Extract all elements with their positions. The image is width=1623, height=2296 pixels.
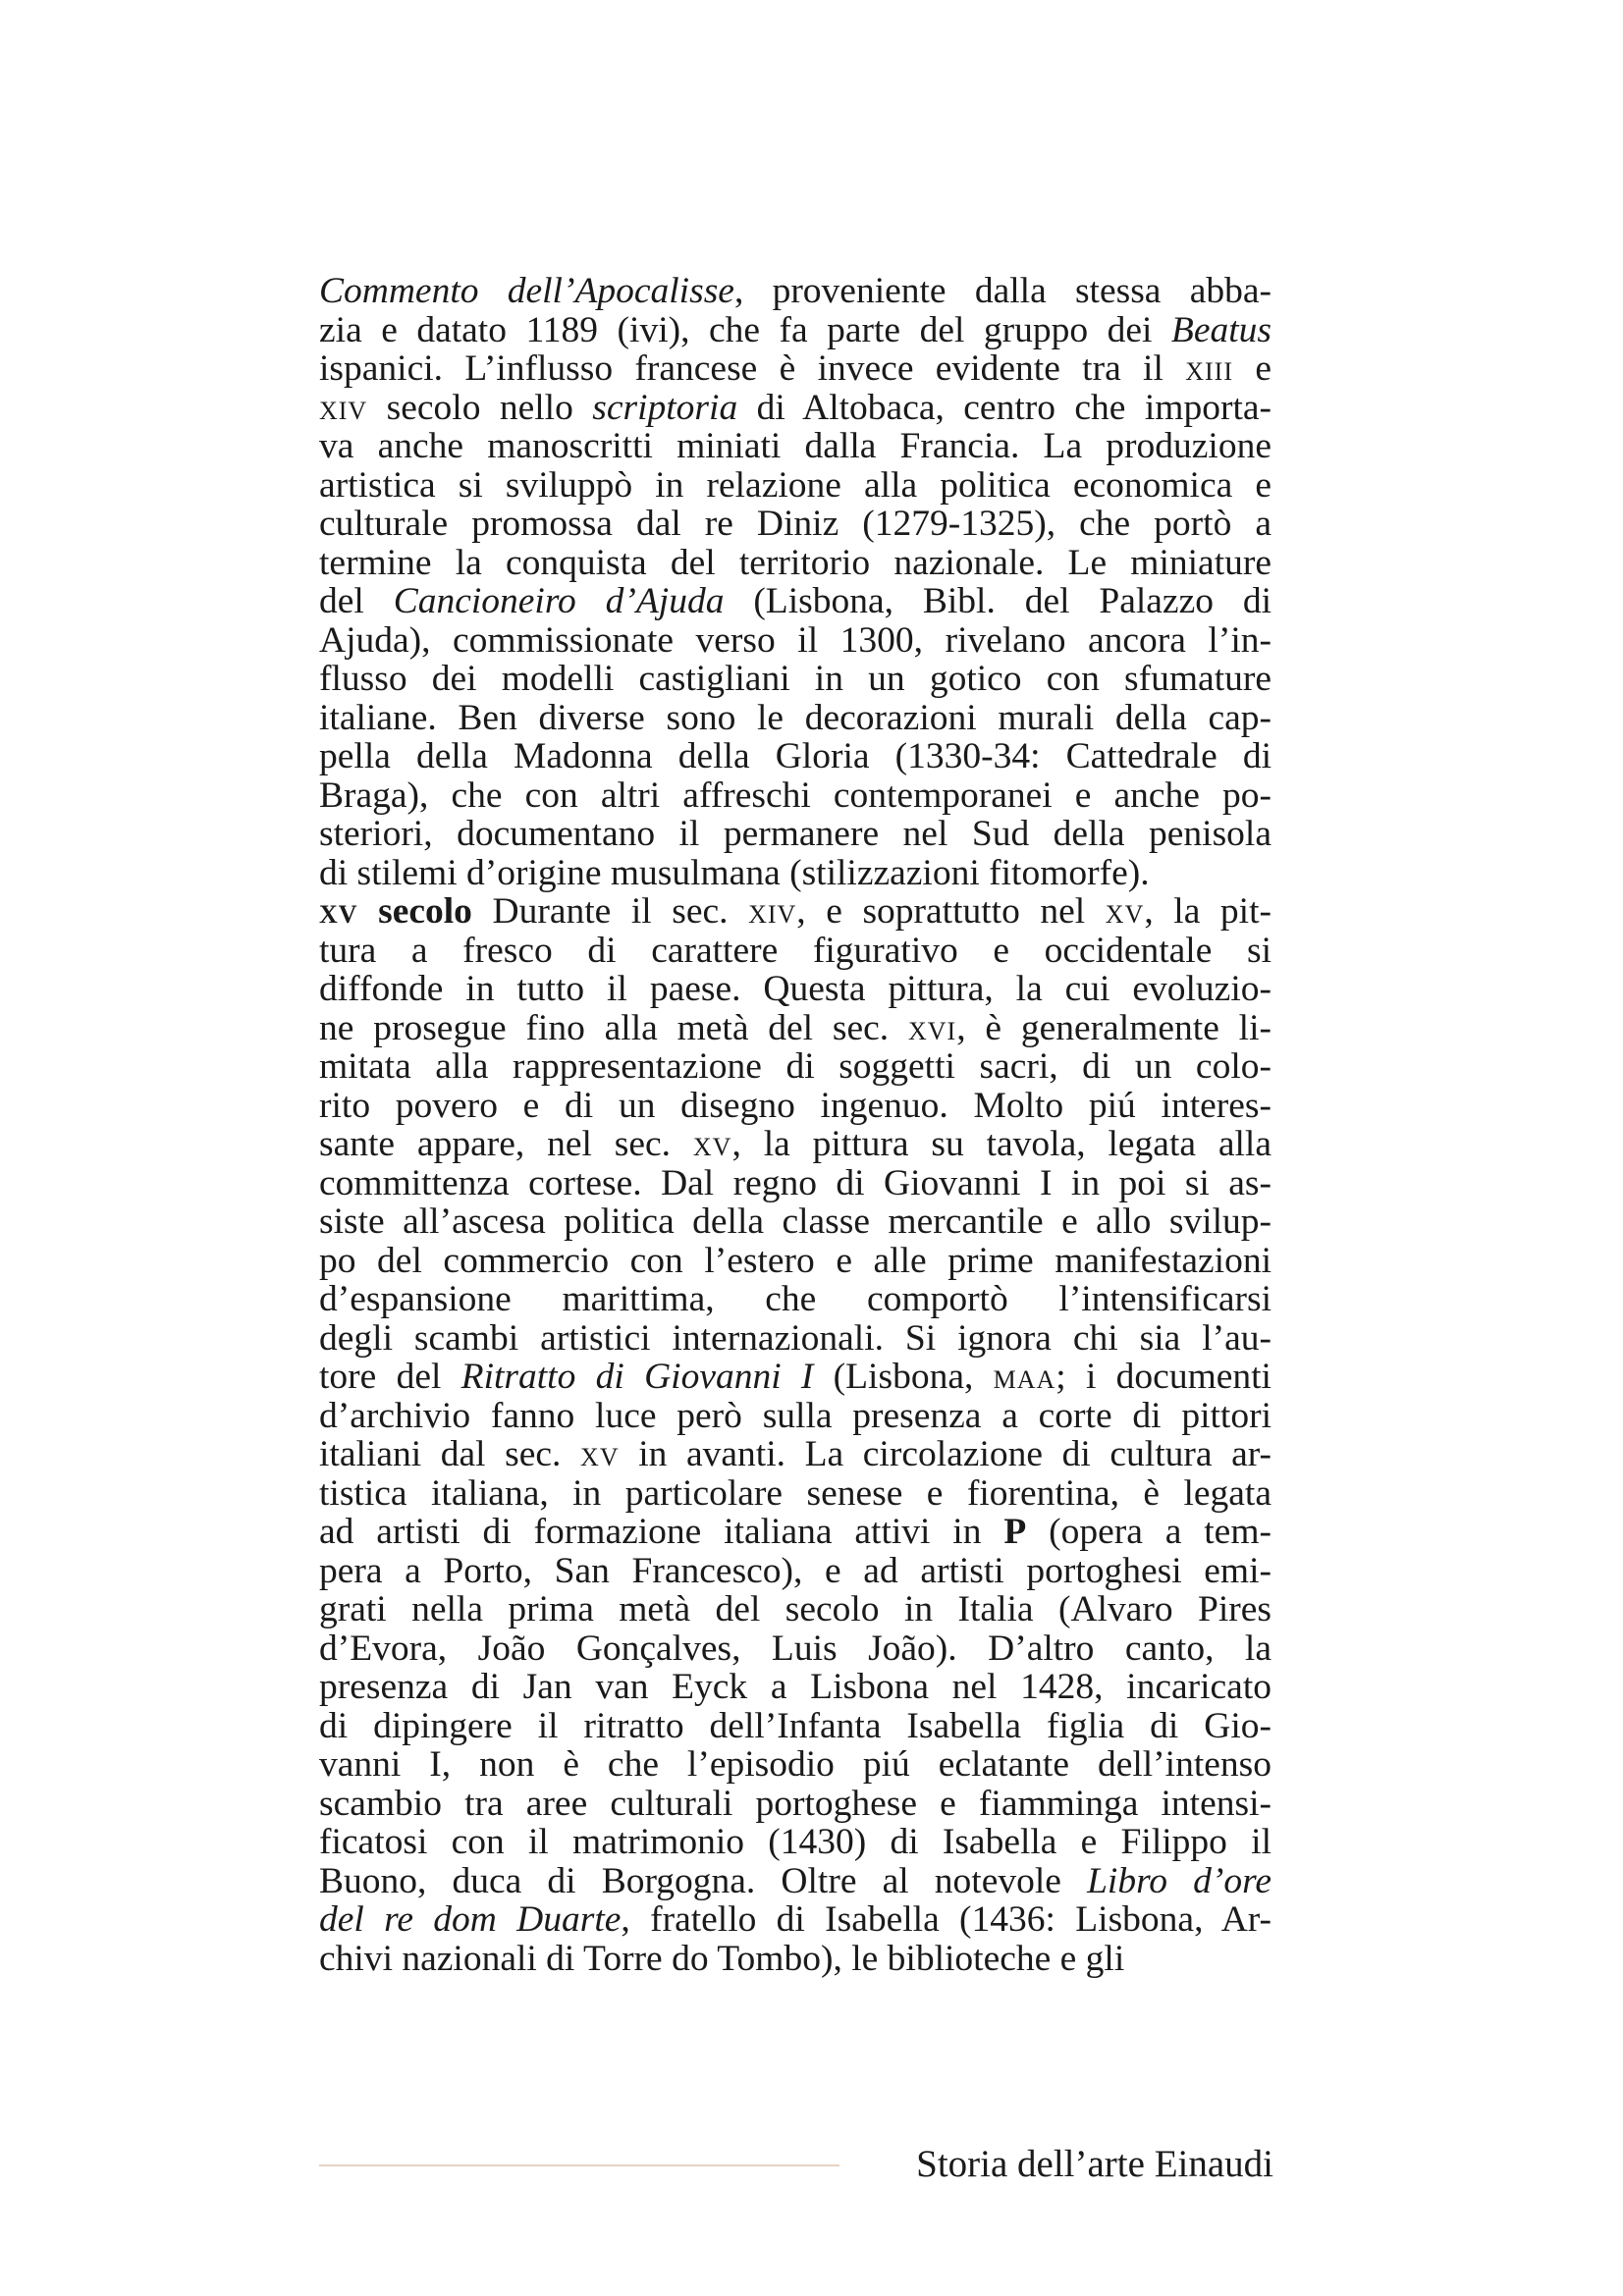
text-line [319,1280,1271,1319]
text-segment: flusso dei modelli castigliani in un gotico con sfumature [319,659,1271,699]
text-segment: va anche manoscritti miniati dalla Francia. La produzione [319,426,1271,466]
text-line [319,1125,1271,1164]
text-line [319,582,1271,621]
text-segment: maa [993,1357,1056,1397]
text-segment: Durante il sec. [471,891,749,932]
text-line [319,1745,1271,1785]
text-line [319,505,1271,544]
text-segment: tistica italiana, in particolare senese e fiorentina, è legata [319,1472,1271,1514]
text-segment: , la pit- [1144,891,1272,932]
text-segment: diffonde in tutto il paese. Questa pittura, la cui evoluzio- [319,969,1271,1009]
text-segment: scambio tra aree culturali portoghese e fiamminga intensi- [319,1783,1271,1824]
text-line [319,892,1271,932]
text-segment: (opera a tem- [1026,1512,1271,1552]
text-segment: siste all’ascesa politica della classe mercantile e allo svilup- [319,1201,1271,1242]
text-line [319,1319,1271,1359]
text-line [319,1087,1271,1126]
text-segment: d’Evora, João Gonçalves, Luis João). D’altro canto, la [319,1628,1271,1669]
text-line [319,1940,1271,1979]
text-line [319,544,1271,583]
text-line [319,737,1271,776]
text-segment: di dipingere il ritratto dell’Infanta Isabella figlia di Gio- [319,1705,1271,1746]
text-segment: xv [692,1124,732,1164]
text-line [319,389,1271,428]
text-line [319,1164,1271,1203]
text-segment: , proveniente dalla stessa abba- [733,271,1271,311]
text-segment: Ajuda), commissionate verso il 1300, rivelano ancora l’in- [319,619,1271,661]
text-line [319,815,1271,854]
text-segment: po del commercio con l’estero e alle prime manifestazioni [319,1240,1271,1281]
footer-title: Storia dell’arte Einaudi [916,2143,1273,2185]
text-segment: committenza cortese. Dal regno di Giovanni I in poi si as- [319,1162,1271,1203]
text-segment: xv [1105,891,1145,932]
text-segment: del [319,581,394,621]
text-segment: P [1003,1512,1027,1552]
text-segment: mitata alla rappresentazione di soggetti sacri, di un colo- [319,1046,1271,1087]
text-line [319,776,1271,816]
text-line [319,1552,1271,1591]
text-segment: rito povero e di un disegno ingenuo. Molto piú interes- [319,1085,1271,1126]
text-segment: del re dom Duarte [319,1899,622,1940]
text-line [319,1047,1271,1087]
text-segment: italiane. Ben diverse sono le decorazioni murali della cap- [319,697,1271,738]
text-line [319,699,1271,738]
text-segment: chivi nazionali di Torre do Tombo), le biblioteche e gli [319,1938,1125,1979]
text-segment: Beatus [1170,309,1271,350]
text-segment: , è generalmente li- [956,1007,1271,1048]
text-segment: in avanti. La circolazione di cultura ar- [619,1434,1271,1474]
text-segment: presenza di Jan van Eyck a Lisbona nel 1428, incaricato [319,1667,1271,1707]
text-segment: culturale promossa dal re Diniz (1279-1325), che portò a [319,504,1271,544]
text-segment: xvi [908,1007,957,1048]
text-segment: (Lisbona, [813,1357,994,1397]
text-line [319,621,1271,661]
text-segment: steriori, documentano il permanere nel Sud della penisola [319,814,1271,854]
body-text [319,272,1271,1978]
text-segment: scriptoria [592,387,738,428]
text-segment: xiii [1185,348,1234,389]
text-line [319,1862,1271,1901]
text-segment: xv [580,1434,620,1474]
text-segment: ne prosegue fino alla metà del sec. [319,1007,908,1048]
text-segment: ; i documenti [1055,1357,1271,1397]
text-line [319,1668,1271,1707]
text-line [319,1474,1271,1514]
text-line [319,1358,1271,1397]
text-segment: xv [319,891,358,932]
text-segment: vanni I, non è che l’episodio piú eclatante dell’intenso [319,1744,1271,1785]
text-line [319,1707,1271,1746]
text-segment: Commento dell’Apocalisse [319,271,734,311]
text-segment: tura a fresco di carattere figurativo e occidentale si [319,930,1271,971]
text-line [319,1435,1271,1474]
text-line [319,854,1271,893]
text-segment: d’archivio fanno luce però sulla presenza a corte di pittori [319,1395,1271,1436]
text-line [319,1785,1271,1824]
text-segment: , la pittura su tavola, legata alla [731,1124,1271,1164]
text-line [319,1823,1271,1862]
text-segment: , e soprattutto nel [796,891,1106,932]
text-segment: secolo [357,891,472,932]
text-line [319,427,1271,466]
footer-rule [319,2164,839,2166]
text-line [319,272,1271,311]
text-line [319,1629,1271,1669]
text-segment: di stilemi d’origine musulmana (stilizzazioni fitomorfe). [319,852,1150,893]
text-line [319,1590,1271,1629]
text-line [319,311,1271,350]
text-segment: ficatosi con il matrimonio (1430) di Isabella e Filippo il [319,1822,1271,1862]
text-segment: ad artisti di formazione italiana attivi in [319,1512,1004,1552]
text-segment: tore del [319,1357,461,1397]
text-segment: e [1233,348,1271,389]
text-segment: Libro d’ore [1087,1860,1271,1901]
text-segment: Buono, duca di Borgogna. Oltre al notevole [319,1860,1088,1901]
text-line [319,1513,1271,1552]
text-segment: artistica si sviluppò in relazione alla politica economica e [319,464,1271,506]
text-segment: d’espansione marittima, che comportò l’intensificarsi [319,1279,1271,1319]
text-line [319,1242,1271,1281]
text-segment: pella della Madonna della Gloria (1330-34: Cattedrale di [319,736,1271,776]
text-line [319,970,1271,1009]
text-line [319,466,1271,506]
text-segment: secolo nello [367,387,593,428]
text-segment: sante appare, nel sec. [319,1124,693,1164]
text-segment: zia e datato 1189 (ivi), che fa parte del gruppo dei [319,309,1171,350]
text-line [319,932,1271,971]
text-segment: xiv [748,891,797,932]
text-segment: ispanici. L’influsso francese è invece evidente tra il [319,348,1186,389]
text-line [319,349,1271,389]
text-segment: grati nella prima metà del secolo in Italia (Alvaro Pires [319,1589,1271,1629]
text-line [319,1009,1271,1048]
text-segment: , fratello di Isabella (1436: Lisbona, Ar- [621,1899,1271,1940]
text-segment: termine la conquista del territorio nazionale. Le miniature [319,542,1271,583]
text-segment: Ritratto di Giovanni I [460,1357,814,1397]
text-line [319,1202,1271,1242]
text-segment: degli scambi artistici internazionali. Si ignora chi sia l’au- [319,1317,1271,1359]
text-line [319,1397,1271,1436]
text-line [319,1900,1271,1940]
text-segment: Braga), che con altri affreschi contemporanei e anche po- [319,774,1271,816]
text-segment: italiani dal sec. [319,1434,581,1474]
text-segment: pera a Porto, San Francesco), e ad artisti portoghesi emi- [319,1550,1271,1591]
text-line [319,660,1271,699]
text-segment: Cancioneiro d’Ajuda [393,581,725,621]
text-segment: di Altobaca, centro che importa- [737,387,1271,428]
text-segment: (Lisbona, Bibl. del Palazzo di [724,581,1271,621]
text-segment: xiv [319,387,368,428]
